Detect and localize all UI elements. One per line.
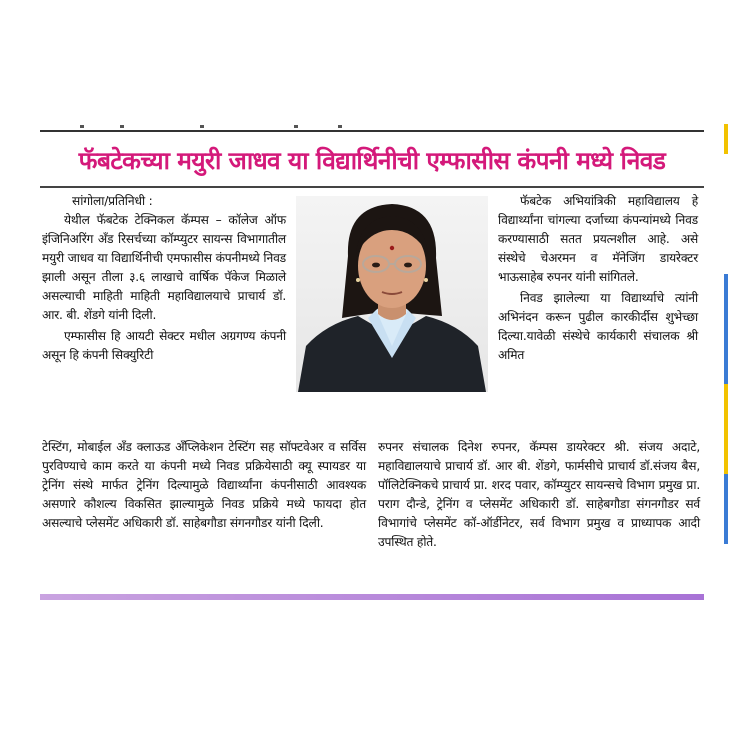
top-rule [40,130,704,132]
student-portrait-image [296,196,488,392]
headline-rule [40,186,704,188]
student-photo [296,196,488,392]
paragraph-institute: फॅबटेक अभियांत्रिकी महाविद्यालय हे विद्यार्थ्यांना चांगल्या दर्जाच्या कंपन्यांमध्ये निवड करण्यासाठी सतत प्रयत्नशील आहे. असे संस्थेचे चेअरमन व मॅनेजिंग डायरेक्टर भाऊसाहेब रुपनर यांनी सांगितले. [498,194,698,284]
paragraph-intro: येथील फॅबटेक टेक्निकल कॅम्पस – कॉलेज ऑफ इंजिनिअरिंग अँड रिसर्चच्या कॉम्प्युटर सायन्स विभागातील मयुरी जाधव या विद्यार्थिनीची एमफासीस कंपनीमध्ये निवड झाली असून तीला ३.६ लाखाचे वार्षिक पॅकेज मिळाले असल्याची माहिती माहिती महाविद्यालयाचे प्राचार्य डॉ. आर. बी. शेंडगे यांनी दिली. [42,213,286,322]
column-bottom-left [42,438,366,533]
paragraph-company: एम्फासीस हि आयटी सेक्टर मधील अग्रगण्य कंपनी असून हि कंपनी सिक्युरिटी [42,329,286,362]
paragraph-attendees: रुपनर संचालक दिनेश रुपनर, कॅम्पस डायरेक्टर श्री. संजय अदाटे, महाविद्यालयाचे प्राचार्य डॉ. आर बी. शेंडगे, फार्मसीचे प्राचार्य डॉ.संजय बैस, पॉलिटेक्निकचे प्राचार्य प्रा. शरद पवार, कॉम्प्युटर सायन्सचे विभाग प्रमुख प्रा. पराग दौन्डे, ट्रेनिंग व प्लेसमेंट अधिकारी डॉ. साहेबगौडा संगनगौडर सर्व विभागांचे प्लेसमेंट कॉ-ऑर्डीनेटर, सर्व विभाग प्रमुख व प्राध्यापक आदी उपस्थित होते. [378,440,700,549]
paragraph-training: टेस्टिंग, मोबाईल अँड क्लाऊड अँप्लिकेशन टेस्टिंग सह सॉफ्टवेअर व सर्विस पुरविण्याचे काम करते या कंपनी मध्ये निवड प्रक्रियेसाठी क्यू स्पायडर या ट्रेनिंग संस्थे मार्फत ट्रेनिंग दिल्यामुळे विद्यार्थ्यांना कंपनीसाठी आवश्यक असणारे कौशल्य विकसित झाल्यामुळे निवड प्रक्रिये मध्ये फायदा होत असल्याचे प्लेसमेंट अधिकारी डॉ. साहेबगौडा संगनगौडर यांनी दिली. [42,440,366,530]
column-bottom-right [378,438,700,552]
right-edge-accent [724,124,728,724]
headline: फॅबटेकच्या मयुरी जाधव या विद्यार्थिनीची एम्फासीस कंपनी मध्ये निवड [78,146,666,175]
dateline: सांगोला/प्रतिनिधी : [72,194,153,208]
column-left [42,192,286,365]
paragraph-congratulations: निवड झालेल्या या विद्यार्थ्याचे त्यांनी अभिनंदन करून पुढील कारकीर्दीस शुभेच्छा दिल्या.यावेळी संस्थेचे कार्यकारी संचालक श्री अमित [498,291,698,362]
column-right [498,192,698,365]
news-clipping [40,124,704,604]
bottom-bar [40,594,704,600]
